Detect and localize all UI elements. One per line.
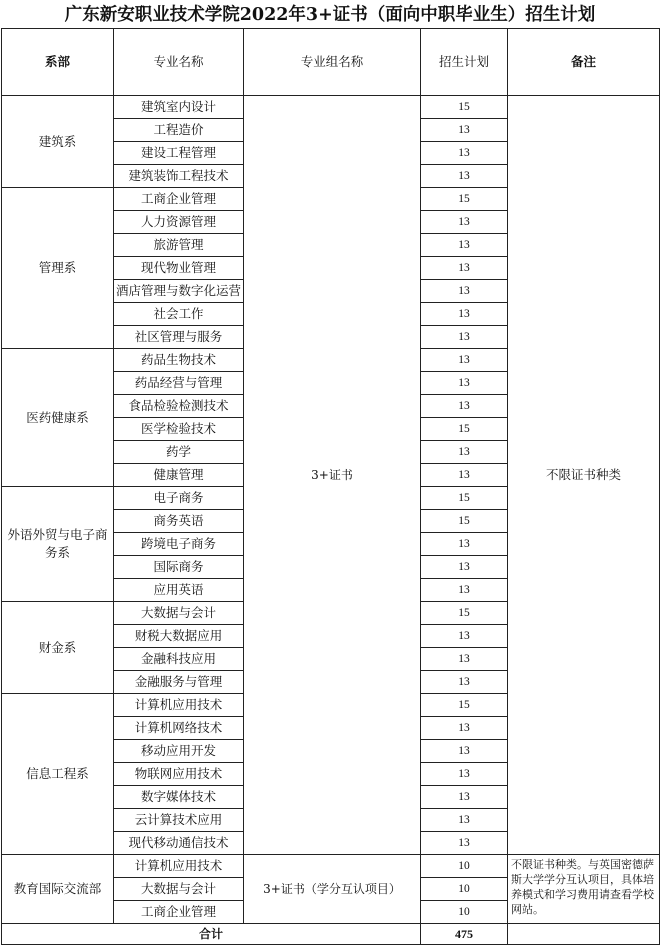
major-name: 移动应用开发	[114, 740, 244, 763]
note-main: 不限证书种类	[508, 96, 660, 855]
plan-count: 10	[421, 855, 508, 878]
dept-name: 教育国际交流部	[2, 855, 114, 924]
page-title: 广东新安职业技术学院2022年3+证书（面向中职毕业生）招生计划	[64, 5, 596, 25]
plan-count: 15	[421, 694, 508, 717]
plan-count: 13	[421, 717, 508, 740]
note-intl: 不限证书种类。与英国密德萨斯大学学分互认项目，具体培养模式和学习费用请查看学校网站。	[508, 855, 660, 924]
plan-count: 15	[421, 188, 508, 211]
plan-count: 15	[421, 96, 508, 119]
plan-count: 13	[421, 372, 508, 395]
major-name: 物联网应用技术	[114, 763, 244, 786]
total-value: 475	[421, 924, 508, 945]
major-name: 电子商务	[114, 487, 244, 510]
plan-count: 13	[421, 234, 508, 257]
major-name: 财税大数据应用	[114, 625, 244, 648]
total-row	[2, 924, 660, 945]
total-note-empty	[508, 924, 660, 945]
plan-count: 13	[421, 740, 508, 763]
major-name: 医学检验技术	[114, 418, 244, 441]
plan-count: 13	[421, 441, 508, 464]
major-name: 大数据与会计	[114, 602, 244, 625]
major-name: 应用英语	[114, 579, 244, 602]
major-name: 数字媒体技术	[114, 786, 244, 809]
dept-name: 外语外贸与电子商务系	[2, 487, 114, 602]
group-name-main: 3+证书	[244, 96, 421, 855]
table-header-row	[2, 29, 660, 96]
plan-count: 13	[421, 464, 508, 487]
header-major: 专业名称	[114, 29, 244, 96]
major-name: 社区管理与服务	[114, 326, 244, 349]
plan-count: 15	[421, 487, 508, 510]
major-name: 云计算技术应用	[114, 809, 244, 832]
plan-count: 13	[421, 142, 508, 165]
dept-name: 管理系	[2, 188, 114, 349]
major-name: 现代移动通信技术	[114, 832, 244, 855]
total-label: 合计	[2, 924, 421, 945]
plan-count: 15	[421, 602, 508, 625]
plan-count: 13	[421, 119, 508, 142]
major-name: 食品检验检测技术	[114, 395, 244, 418]
major-name: 酒店管理与数字化运营	[114, 280, 244, 303]
major-name: 工商企业管理	[114, 188, 244, 211]
major-name: 工商企业管理	[114, 901, 244, 924]
plan-count: 13	[421, 211, 508, 234]
plan-count: 13	[421, 786, 508, 809]
header-note: 备注	[508, 29, 660, 96]
plan-count: 13	[421, 533, 508, 556]
group-name-intl: 3+证书（学分互认项目）	[244, 855, 421, 924]
plan-count: 13	[421, 809, 508, 832]
dept-name: 医药健康系	[2, 349, 114, 487]
major-name: 大数据与会计	[114, 878, 244, 901]
plan-count: 15	[421, 418, 508, 441]
plan-count: 13	[421, 648, 508, 671]
major-name: 建设工程管理	[114, 142, 244, 165]
plan-count: 13	[421, 832, 508, 855]
plan-count: 13	[421, 579, 508, 602]
header-group: 专业组名称	[244, 29, 421, 96]
plan-count: 13	[421, 280, 508, 303]
plan-count: 13	[421, 395, 508, 418]
major-name: 药学	[114, 441, 244, 464]
header-plan: 招生计划	[421, 29, 508, 96]
plan-count: 13	[421, 257, 508, 280]
major-name: 计算机应用技术	[114, 694, 244, 717]
major-name: 药品经营与管理	[114, 372, 244, 395]
table-row	[2, 855, 660, 878]
major-name: 健康管理	[114, 464, 244, 487]
major-name: 药品生物技术	[114, 349, 244, 372]
major-name: 计算机应用技术	[114, 855, 244, 878]
plan-count: 13	[421, 303, 508, 326]
major-name: 工程造价	[114, 119, 244, 142]
plan-count: 13	[421, 326, 508, 349]
plan-count: 13	[421, 671, 508, 694]
plan-count: 13	[421, 349, 508, 372]
major-name: 建筑装饰工程技术	[114, 165, 244, 188]
major-name: 旅游管理	[114, 234, 244, 257]
plan-count: 15	[421, 510, 508, 533]
major-name: 计算机网络技术	[114, 717, 244, 740]
plan-count: 13	[421, 625, 508, 648]
table-row	[2, 96, 660, 119]
enrollment-plan-table	[1, 28, 660, 945]
major-name: 跨境电子商务	[114, 533, 244, 556]
plan-count: 13	[421, 763, 508, 786]
major-name: 国际商务	[114, 556, 244, 579]
major-name: 建筑室内设计	[114, 96, 244, 119]
plan-count: 10	[421, 901, 508, 924]
major-name: 商务英语	[114, 510, 244, 533]
dept-name: 财金系	[2, 602, 114, 694]
dept-name: 建筑系	[2, 96, 114, 188]
major-name: 人力资源管理	[114, 211, 244, 234]
major-name: 现代物业管理	[114, 257, 244, 280]
plan-count: 13	[421, 556, 508, 579]
major-name: 金融科技应用	[114, 648, 244, 671]
major-name: 社会工作	[114, 303, 244, 326]
plan-count: 10	[421, 878, 508, 901]
plan-count: 13	[421, 165, 508, 188]
major-name: 金融服务与管理	[114, 671, 244, 694]
header-dept: 系部	[2, 29, 114, 96]
dept-name: 信息工程系	[2, 694, 114, 855]
